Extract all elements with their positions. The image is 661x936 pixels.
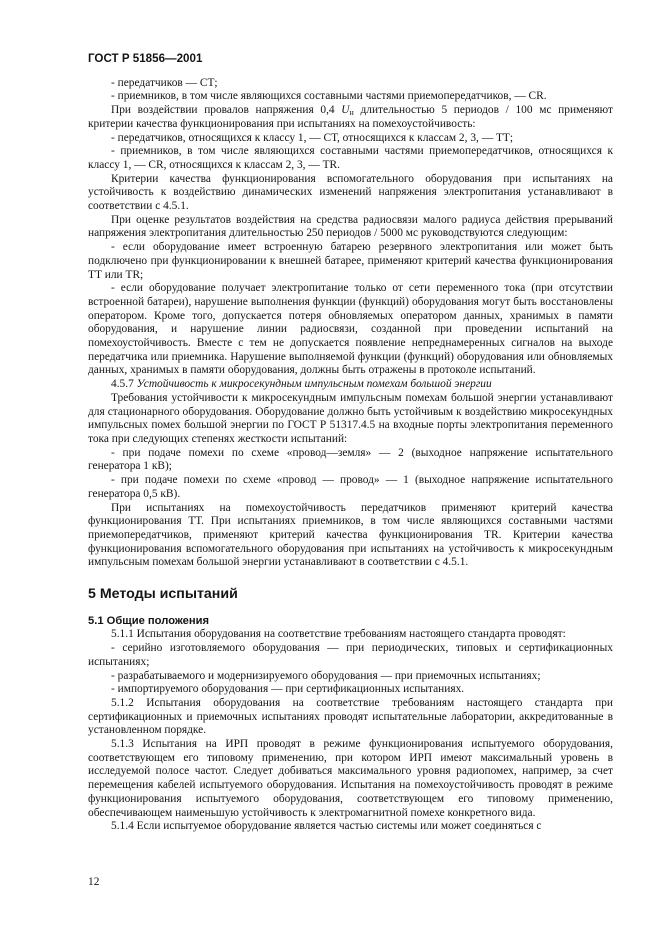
voltage-symbol: U xyxy=(341,104,350,117)
paragraph: - приемников, в том числе являющихся составными частями приемопередатчиков, относящихся к классу 1, — CR, относящихся к классам 2, 3, — TR. xyxy=(88,145,613,171)
document-body xyxy=(88,77,613,834)
paragraph: - импортируемого оборудования — при сертификационных испытаниях. xyxy=(111,683,465,696)
subsection-heading-5-1: 5.1 Общие положения xyxy=(88,614,210,627)
clause-number: 4.5.7 xyxy=(111,378,137,391)
document-header: ГОСТ Р 51856—2001 xyxy=(88,52,203,65)
paragraph: Критерии качества функционирования вспомогательного оборудования при испытаниях на устойчивость к воздействию динамических изменений напряжения электропитания устанавливают в соответствии с 4.5.1. xyxy=(88,172,613,213)
paragraph: - передатчиков — СТ; xyxy=(111,76,218,89)
text-run: При воздействии провалов напряжения 0,4 xyxy=(111,104,342,117)
paragraph: - приемников, в том числе являющихся составными частями приемопередатчиков, — CR. xyxy=(111,90,547,103)
section-heading-5: 5 Методы испытаний xyxy=(88,586,238,603)
page-number: 12 xyxy=(88,876,100,888)
paragraph: При испытаниях на помехоустойчивость передатчиков применяют критерий качества функционирования ТТ. При испытаниях приемников, в том числе являющихся составными частями приемопередатчиков, применяют критерий качества функционирования TR. Критерии качества функционирования вспомогательного оборудования при испытаниях на устойчивость к микросекундным импульсным помехам большой энергии устанавливают в соответствии с 4.5.1. xyxy=(88,501,613,569)
paragraph: - если оборудование имеет встроенную батарею резервного электропитания или может быть подключено при функционировании к внешней батарее, применяют критерий качества функционирования ТТ или TR; xyxy=(88,241,613,281)
clause-heading-4-5-7 xyxy=(88,378,613,392)
paragraph: 5.1.1 Испытания оборудования на соответствие требованиям настоящего стандарта проводят: xyxy=(111,628,566,641)
paragraph: - при подаче помехи по схеме «провод—земля» — 2 (выходное напряжение испытательного генератора 1 кВ); xyxy=(88,446,613,473)
paragraph: - разрабатываемого и модернизируемого оборудования — при приемочных испытаниях; xyxy=(111,669,541,682)
paragraph: При оценке результатов воздействия на средства радиосвязи малого радиуса действия прерываний напряжения электропитания длительностью 250 периодов / 5000 мс руководствуются следующим: xyxy=(88,213,613,240)
text-run: длительностью 5 периодов / 100 мс применяют критерии качества функционирования при испытаниях на помехоустойчивость: xyxy=(88,104,613,130)
paragraph xyxy=(88,104,613,131)
paragraph: - передатчиков, относящихся к классу 1, — СТ, относящихся к классам 2, 3, — ТТ; xyxy=(111,131,514,144)
paragraph: - если оборудование получает электропитание только от сети переменного тока (при отсутствии встроенной батареи), нарушение выполнения функции (функций) оборудования могут быть восстановлены оператором. Кроме того, допускается потеря обновляемых оператором данных, хранимых в памяти оборудования, и нарушение линии радиосвязи, созданной при проведении испытаний на помехоустойчивость. Вместе с тем не допускается появление непреднамеренных сигналов на выходе передатчика или приемника. Нарушение выполняемой функции (функций) оборудования или обновляемых данных, хранимых в памяти оборудования, должны быть отражены в протоколе испытаний. xyxy=(88,282,613,377)
paragraph: 5.1.4 Если испытуемое оборудование является частью системы или может соединяться с xyxy=(111,820,542,833)
paragraph: 5.1.2 Испытания оборудования на соответствие требованиям настоящего стандарта при сертификационных и приемочных испытаниях проводят испытательные лаборатории, аккредитованные в установленном порядке. xyxy=(88,696,613,737)
clause-title: Устойчивость к микросекундным импульсным помехам большой энергии xyxy=(136,378,492,391)
paragraph: 5.1.3 Испытания на ИРП проводят в режиме функционирования испытуемого оборудования, соответствующем его типовому применению, при котором ИРП имеют максимальный уровень в исследуемой полосе частот. Следует добиваться максимального уровня радиопомех, например, за счет перемещения кабелей испытуемого оборудования. Испытания на помехоустойчивость проводят в режиме функционирования испытуемого оборудования, соответствующем его типовому применению, обеспечивающем наименьшую устойчивость к электромагнитной помехе конкретного вида. xyxy=(88,738,613,819)
voltage-subscript: н xyxy=(349,108,354,118)
paragraph: Требования устойчивости к микросекундным импульсным помехам большой энергии устанавливают для стационарного оборудования. Оборудование должно быть устойчивым к воздействию микросекундных импульсных помех большой энергии по ГОСТ Р 51317.4.5 на входные порты электропитания переменного тока при следующих степенях жесткости испытаний: xyxy=(88,391,613,445)
paragraph: - при подаче помехи по схеме «провод — провод» — 1 (выходное напряжение испытательного генератора 0,5 кВ). xyxy=(88,474,613,500)
paragraph: - серийно изготовляемого оборудования — при периодических, типовых и сертификационных испытаниях; xyxy=(88,642,613,668)
